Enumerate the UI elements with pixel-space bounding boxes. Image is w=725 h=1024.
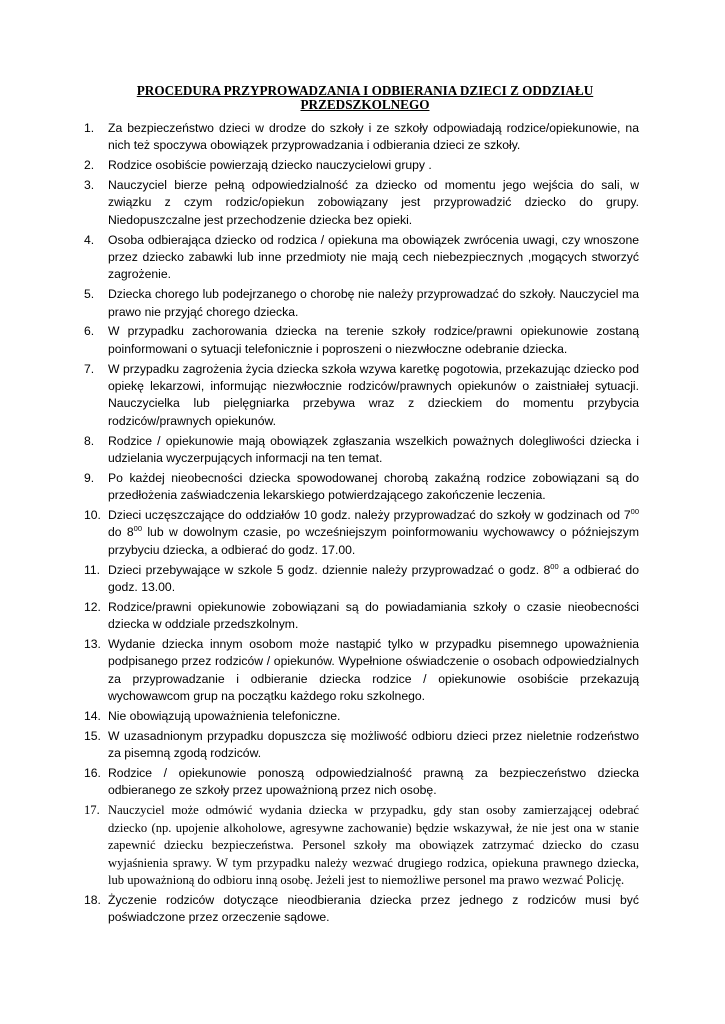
item-number: 6. bbox=[84, 324, 95, 339]
list-item-16 bbox=[84, 765, 639, 800]
item-text: W przypadku zagrożenia życia dziecka szkoła wzywa karetkę pogotowia, przekazując dziecko pod opiekę lekarzowi, informując niezwłocznie rodziców/prawnych opiekunów o zaistniałej sytuacji. Nauczycielka lub pielęgniarka przebywa wraz z dzieckiem do momentu przybycia rodziców/prawnych opiekunów. bbox=[108, 361, 639, 428]
list-item-5 bbox=[84, 286, 639, 321]
list-item-2 bbox=[84, 157, 639, 174]
list-item-6 bbox=[84, 323, 639, 358]
list-item-4 bbox=[84, 232, 639, 284]
item-text: Życzenie rodziców dotyczące nieodbierania dziecka przez jednego z rodziców musi być poświadczone przez orzeczenie sądowe. bbox=[108, 892, 639, 925]
item-number: 3. bbox=[84, 178, 95, 192]
item-text: Dziecka chorego lub podejrzanego o chorobę nie należy przyprowadzać do szkoły. Nauczyciel ma prawo nie przyjąć chorego dziecka. bbox=[108, 287, 639, 319]
item-text: Rodzice / opiekunowie mają obowiązek zgłaszania wszelkich poważnych dolegliwości dziecka i udzielania wyczerpujących informacji na ten temat. bbox=[108, 433, 639, 466]
list-item-1 bbox=[84, 120, 639, 155]
title-line-2: PRZEDSZKOLNEGO bbox=[300, 97, 430, 112]
item-number: 18. bbox=[84, 892, 101, 907]
item-number: 11. bbox=[84, 562, 101, 577]
superscript-minutes: 00 bbox=[630, 507, 639, 517]
list-item-15 bbox=[84, 728, 639, 763]
item-number: 9. bbox=[84, 470, 95, 485]
item-text: W przypadku zachorowania dziecka na terenie szkoły rodzice/prawni opiekunowie zostaną poinformowani o sytuacji telefonicznie i poproszeni o niezwłoczne odebranie dziecka. bbox=[108, 324, 639, 356]
item-text: Za bezpieczeństwo dzieci w drodze do szkoły i ze szkoły odpowiadają rodzice/opiekunowie, na nich też spoczywa obowiązek przyprowadzania i odbierania dzieci ze szkoły. bbox=[108, 121, 639, 153]
item-text-part-3: lub w dowolnym czasie, po wcześniejszym poinformowaniu wychowawcy o późniejszym przybyciu dziecka, a odbierać do godz. 17.00. bbox=[108, 525, 639, 557]
item-number: 16. bbox=[84, 766, 101, 781]
item-text: Rodzice / opiekunowie ponoszą odpowiedzialność prawną za bezpieczeństwo dziecka odbieranego ze szkoły przez upoważnioną przez nich osobę. bbox=[108, 766, 639, 798]
item-text: Nauczyciel może odmówić wydania dziecka w przypadku, gdy stan osoby zamierzającej odebrać dziecko (np. upojenie alkoholowe, agresywne zachowanie) będzie wskazywał, że nie jest ona w stanie zapewnić dziecku bezpieczeństwa. Personel szkoły ma obowiązek zatrzymać dziecko do czasu wyjaśnienia sprawy. W tym przypadku należy wezwać drugiego rodzica, opiekuna prawnego dziecka, lub upoważnioną do odbioru inną osobę. Jeżeli jest to niemożliwe personel ma prawo wezwać Policję. bbox=[108, 803, 639, 887]
item-number: 14. bbox=[84, 709, 101, 724]
item-text: Rodzice/prawni opiekunowie zobowiązani są do powiadamiania szkoły o czasie nieobecności dziecka w oddziale przedszkolnym. bbox=[108, 599, 639, 632]
title-line-1: PROCEDURA PRZYPROWADZANIA I ODBIERANIA DZIECI Z ODDZIAŁU bbox=[136, 83, 594, 98]
list-item-17 bbox=[84, 802, 639, 889]
item-number: 10. bbox=[84, 508, 101, 523]
item-number: 12. bbox=[84, 599, 101, 614]
item-text-part-1: Dzieci uczęszczające do oddziałów 10 godz. należy przyprowadzać do szkoły w godzinach od 7 bbox=[108, 508, 631, 523]
item-text: Nie obowiązują upoważnienia telefoniczne. bbox=[108, 709, 341, 724]
list-item-18 bbox=[84, 892, 639, 927]
list-item-12 bbox=[84, 599, 639, 634]
item-number: 1. bbox=[84, 121, 95, 135]
item-text: Po każdej nieobecności dziecka spowodowanej chorobą zakaźną rodzice zobowiązani są do przedłożenia zaświadczenia lekarskiego potwierdzającego zakończenie leczenia. bbox=[108, 470, 639, 503]
list-item-8 bbox=[84, 433, 639, 468]
item-text-part-2: a odbierać do godz. 13.00. bbox=[108, 562, 639, 595]
item-text-part-2: do 8 bbox=[108, 525, 134, 540]
list-item-7 bbox=[84, 361, 639, 431]
item-text: Nauczyciel bierze pełną odpowiedzialność za dziecko od momentu jego wejścia do sali, w związku z czym rodzic/opiekun zobowiązany jest przyprowadzić dziecko do grupy. Niedopuszczalne jest przechodzenie dziecka bez opieki. bbox=[108, 178, 639, 227]
superscript-minutes: 00 bbox=[133, 524, 143, 534]
item-number: 4. bbox=[84, 232, 95, 247]
item-number: 17. bbox=[84, 803, 100, 818]
item-number: 2. bbox=[84, 158, 95, 173]
item-number: 13. bbox=[84, 637, 101, 652]
superscript-minutes: 00 bbox=[550, 561, 559, 571]
item-text: W uzasadnionym przypadku dopuszcza się możliwość odbioru dzieci przez nieletnie rodzeństwo za pisemną zgodą rodziców. bbox=[108, 728, 639, 761]
list-item-14 bbox=[84, 708, 639, 725]
item-number: 5. bbox=[84, 287, 95, 302]
item-text: Osoba odbierająca dziecko od rodzica / opiekuna ma obowiązek zwrócenia uwagi, czy wnoszone przez dziecko zabawki lub inne przedmioty nie mają cech niebezpiecznych ,mogących stworzyć zagrożenie. bbox=[108, 232, 639, 282]
list-item-10 bbox=[84, 507, 639, 559]
item-text: Wydanie dziecka innym osobom może nastąpić tylko w przypadku pisemnego upoważnienia podpisanego przez rodziców / opiekunów. Wypełnione oświadczenie o osobach odpowiedzialnych za przyprowadzanie i odbieranie dziecka rodzice / opiekunowie osobiście przekazują wychowawcom grup na początku każdego roku szkolnego. bbox=[108, 637, 639, 704]
item-number: 15. bbox=[84, 728, 101, 743]
document-title bbox=[110, 84, 620, 112]
item-text: Rodzice osobiście powierzają dziecko nauczycielowi grupy . bbox=[108, 158, 432, 173]
list-item-13 bbox=[84, 636, 639, 706]
item-number: 7. bbox=[84, 361, 95, 376]
list-item-9 bbox=[84, 470, 639, 505]
item-text-part-1: Dzieci przebywające w szkole 5 godz. dziennie należy przyprowadzać o godz. 8 bbox=[108, 562, 551, 577]
item-number: 8. bbox=[84, 433, 95, 448]
list-item-3 bbox=[84, 177, 639, 229]
list-item-11 bbox=[84, 562, 639, 597]
procedure-list bbox=[84, 120, 639, 929]
